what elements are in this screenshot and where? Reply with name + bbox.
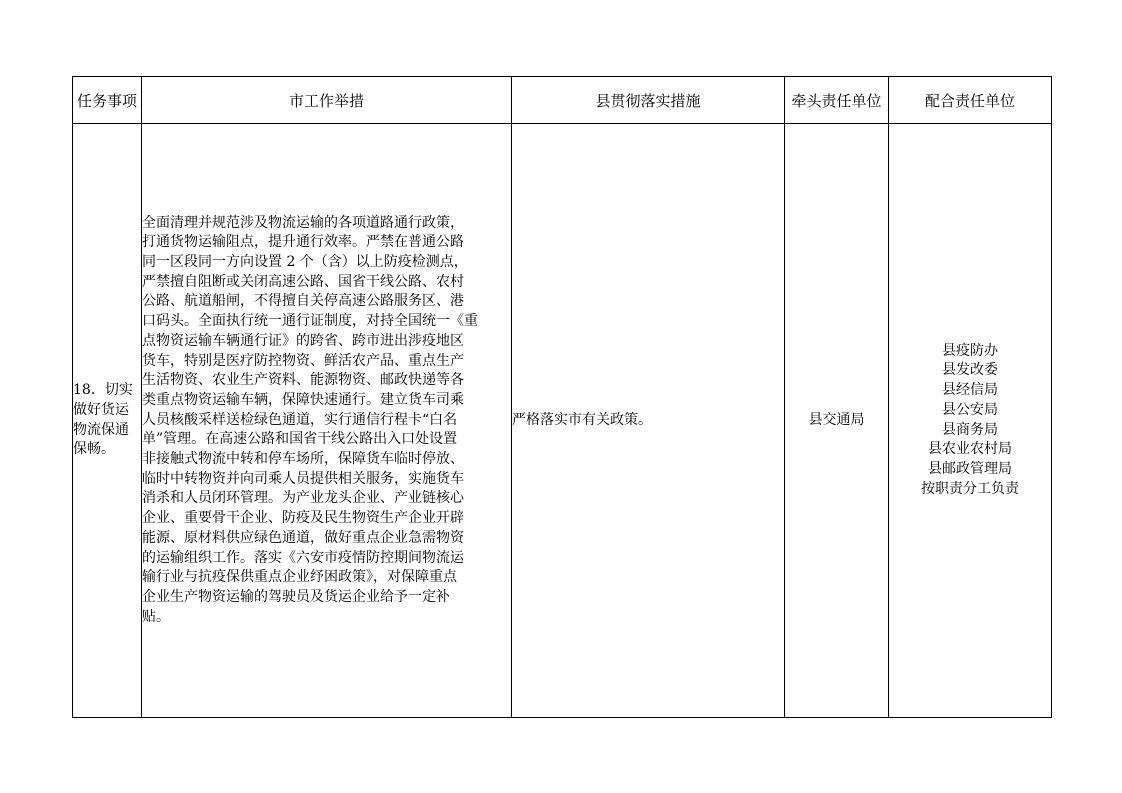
city-measure-line: 的运输组织工作。落实《六安市疫情防控期间物流运: [142, 549, 464, 566]
county-measures-cell: 严格落实市有关政策。: [512, 124, 785, 718]
task-line: 18．切实: [73, 382, 133, 399]
header-county-measures: 县贯彻落实措施: [512, 77, 785, 124]
cooperating-units-cell: [889, 124, 1052, 718]
task-line: 做好货运: [73, 401, 129, 418]
cooperating-unit: 县疫防办: [942, 342, 998, 359]
city-measure-line: 消杀和人员闭环管理。为产业龙头企业、产业链核心: [142, 490, 464, 507]
city-measure-line: 能源、原材料供应绿色通道，做好重点企业急需物资: [142, 529, 464, 546]
task-cell: [73, 124, 142, 718]
header-row: [73, 77, 1052, 124]
cooperating-unit: 县农业农村局: [928, 441, 1012, 458]
cooperating-unit: 按职责分工负责: [921, 480, 1019, 497]
city-measure-line: 企业、重要骨干企业、防疫及民生物资生产企业开辟: [142, 510, 464, 527]
task-line: 保畅。: [73, 441, 115, 458]
city-measure-line: 企业生产物资运输的驾驶员及货运企业给予一定补: [142, 588, 450, 605]
city-measure-line: 打通货物运输阻点，提升通行效率。严禁在普通公路: [142, 234, 464, 251]
task-table: [72, 76, 1052, 718]
city-measure-line: 货车，特别是医疗防控物资、鲜活农产品、重点生产: [142, 352, 464, 369]
city-measure-line: 输行业与抗疫保供重点企业纾困政策》，对保障重点: [142, 569, 457, 586]
city-measure-line: 临时中转物资并向司乘人员提供相关服务，实施货车: [142, 470, 464, 487]
city-measure-line: 点物资运输车辆通行证》的跨省、跨市进出涉疫地区: [142, 332, 464, 349]
city-measure-line: 人员核酸采样送检绿色通道，实行通信行程卡“白名: [142, 411, 458, 428]
header-task: 任务事项: [73, 77, 142, 124]
city-measure-line: 贴。: [142, 608, 170, 625]
task-line: 物流保通: [73, 421, 129, 438]
city-measure-line: 类重点物资运输车辆，保障快速通行。建立货车司乘: [142, 391, 464, 408]
table-row: [73, 124, 1052, 718]
cooperating-unit: 县经信局: [942, 382, 998, 399]
cooperating-unit: 县邮政管理局: [928, 460, 1012, 477]
city-measure-line: 生活物资、农业生产资料、能源物资、邮政快递等各: [142, 372, 464, 389]
city-measure-line: 公路、航道船闸，不得擅自关停高速公路服务区、港: [142, 293, 464, 310]
header-city-measures: 市工作举措: [142, 77, 512, 124]
city-measure-line: 同一区段同一方向设置 2 个（含）以上防疫检测点，: [142, 254, 468, 271]
city-measure-line: 单”管理。在高速公路和国省干线公路出入口处设置: [142, 431, 458, 448]
cooperating-unit: 县公安局: [942, 401, 998, 418]
lead-unit-cell: 县交通局: [785, 124, 889, 718]
city-measure-line: 口码头。全面执行统一通行证制度，对持全国统一《重: [142, 313, 478, 330]
city-measures-cell: [142, 124, 512, 718]
header-lead-unit: 牵头责任单位: [785, 77, 889, 124]
city-measure-line: 严禁擅自阻断或关闭高速公路、国省干线公路、农村: [142, 273, 464, 290]
cooperating-unit: 县商务局: [942, 421, 998, 438]
cooperating-unit: 县发改委: [942, 362, 998, 379]
city-measure-line: 非接触式物流中转和停车场所，保障货车临时停放、: [142, 451, 464, 468]
city-measure-line: 全面清理并规范涉及物流运输的各项道路通行政策，: [142, 214, 464, 231]
header-cooperating-units: 配合责任单位: [889, 77, 1052, 124]
